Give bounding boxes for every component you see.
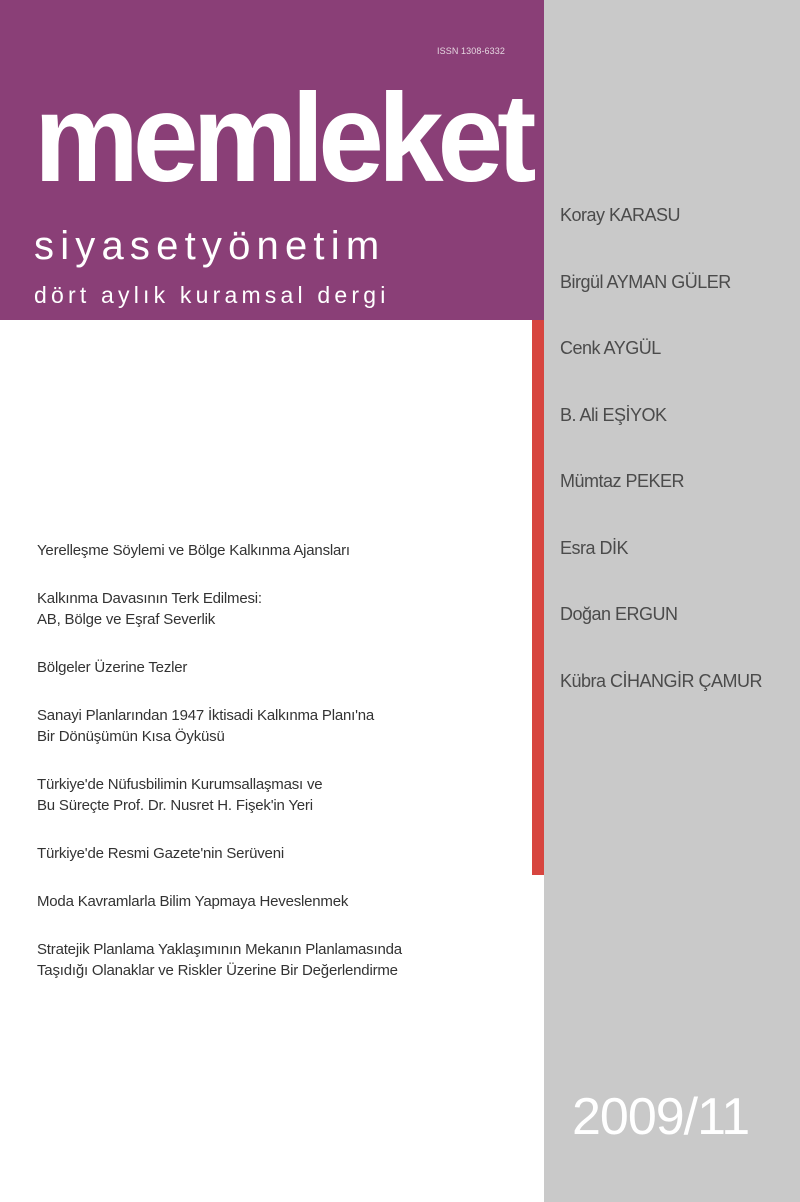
article-title-line: Yerelleşme Söylemi ve Bölge Kalkınma Ajansları (37, 542, 350, 559)
author-name: Cenk AYGÜL (560, 338, 661, 358)
article-title-line: AB, Bölge ve Eşraf Severlik (37, 611, 216, 628)
article-title (37, 705, 517, 747)
article-title-line: Bu Süreçte Prof. Dr. Nusret H. Fişek'in Yeri (37, 797, 313, 814)
author-name: Doğan ERGUN (560, 604, 678, 624)
article-title (37, 588, 517, 630)
article-title-line: Sanayi Planlarından 1947 İktisadi Kalkınma Planı'na (37, 707, 375, 724)
masthead (0, 0, 544, 320)
magazine-tagline: dört aylık kuramsal dergi (34, 282, 390, 308)
issue-number: 2009/11 (572, 1088, 750, 1146)
author-name: Mümtaz PEKER (560, 471, 685, 491)
author-name: B. Ali EŞİYOK (560, 404, 667, 425)
article-title-line: Stratejik Planlama Yaklaşımının Mekanın Planlamasında (37, 941, 402, 958)
article-list (37, 540, 517, 1008)
article-title (37, 843, 517, 864)
article-title-line: Türkiye'de Resmi Gazete'nin Serüveni (37, 845, 284, 862)
magazine-title: memleket (34, 68, 531, 209)
article-title-line: Bir Dönüşümün Kısa Öyküsü (37, 728, 225, 745)
author-name: Birgül AYMAN GÜLER (560, 271, 731, 292)
magazine-subtitle: siyasetyönetim (34, 224, 386, 268)
article-title-line: Moda Kavramlarla Bilim Yapmaya Heveslenmek (37, 893, 349, 910)
author-name: Koray KARASU (560, 205, 681, 225)
article-title-line: Taşıdığı Olanaklar ve Riskler Üzerine Bir Değerlendirme (37, 962, 398, 979)
article-title-line: Kalkınma Davasının Terk Edilmesi: (37, 590, 262, 607)
author-list (560, 204, 762, 736)
article-title-line: Bölgeler Üzerine Tezler (37, 659, 188, 676)
article-title (37, 540, 517, 561)
author-name: Kübra CİHANGİR ÇAMUR (560, 670, 763, 691)
article-title (37, 939, 517, 981)
author-name: Esra DİK (560, 537, 629, 558)
accent-bar (532, 320, 544, 875)
article-title (37, 891, 517, 912)
issn-label: ISSN 1308-6332 (437, 46, 505, 56)
article-title-line: Türkiye'de Nüfusbilimin Kurumsallaşması ve (37, 776, 323, 793)
article-title (37, 774, 517, 816)
article-title (37, 657, 517, 678)
